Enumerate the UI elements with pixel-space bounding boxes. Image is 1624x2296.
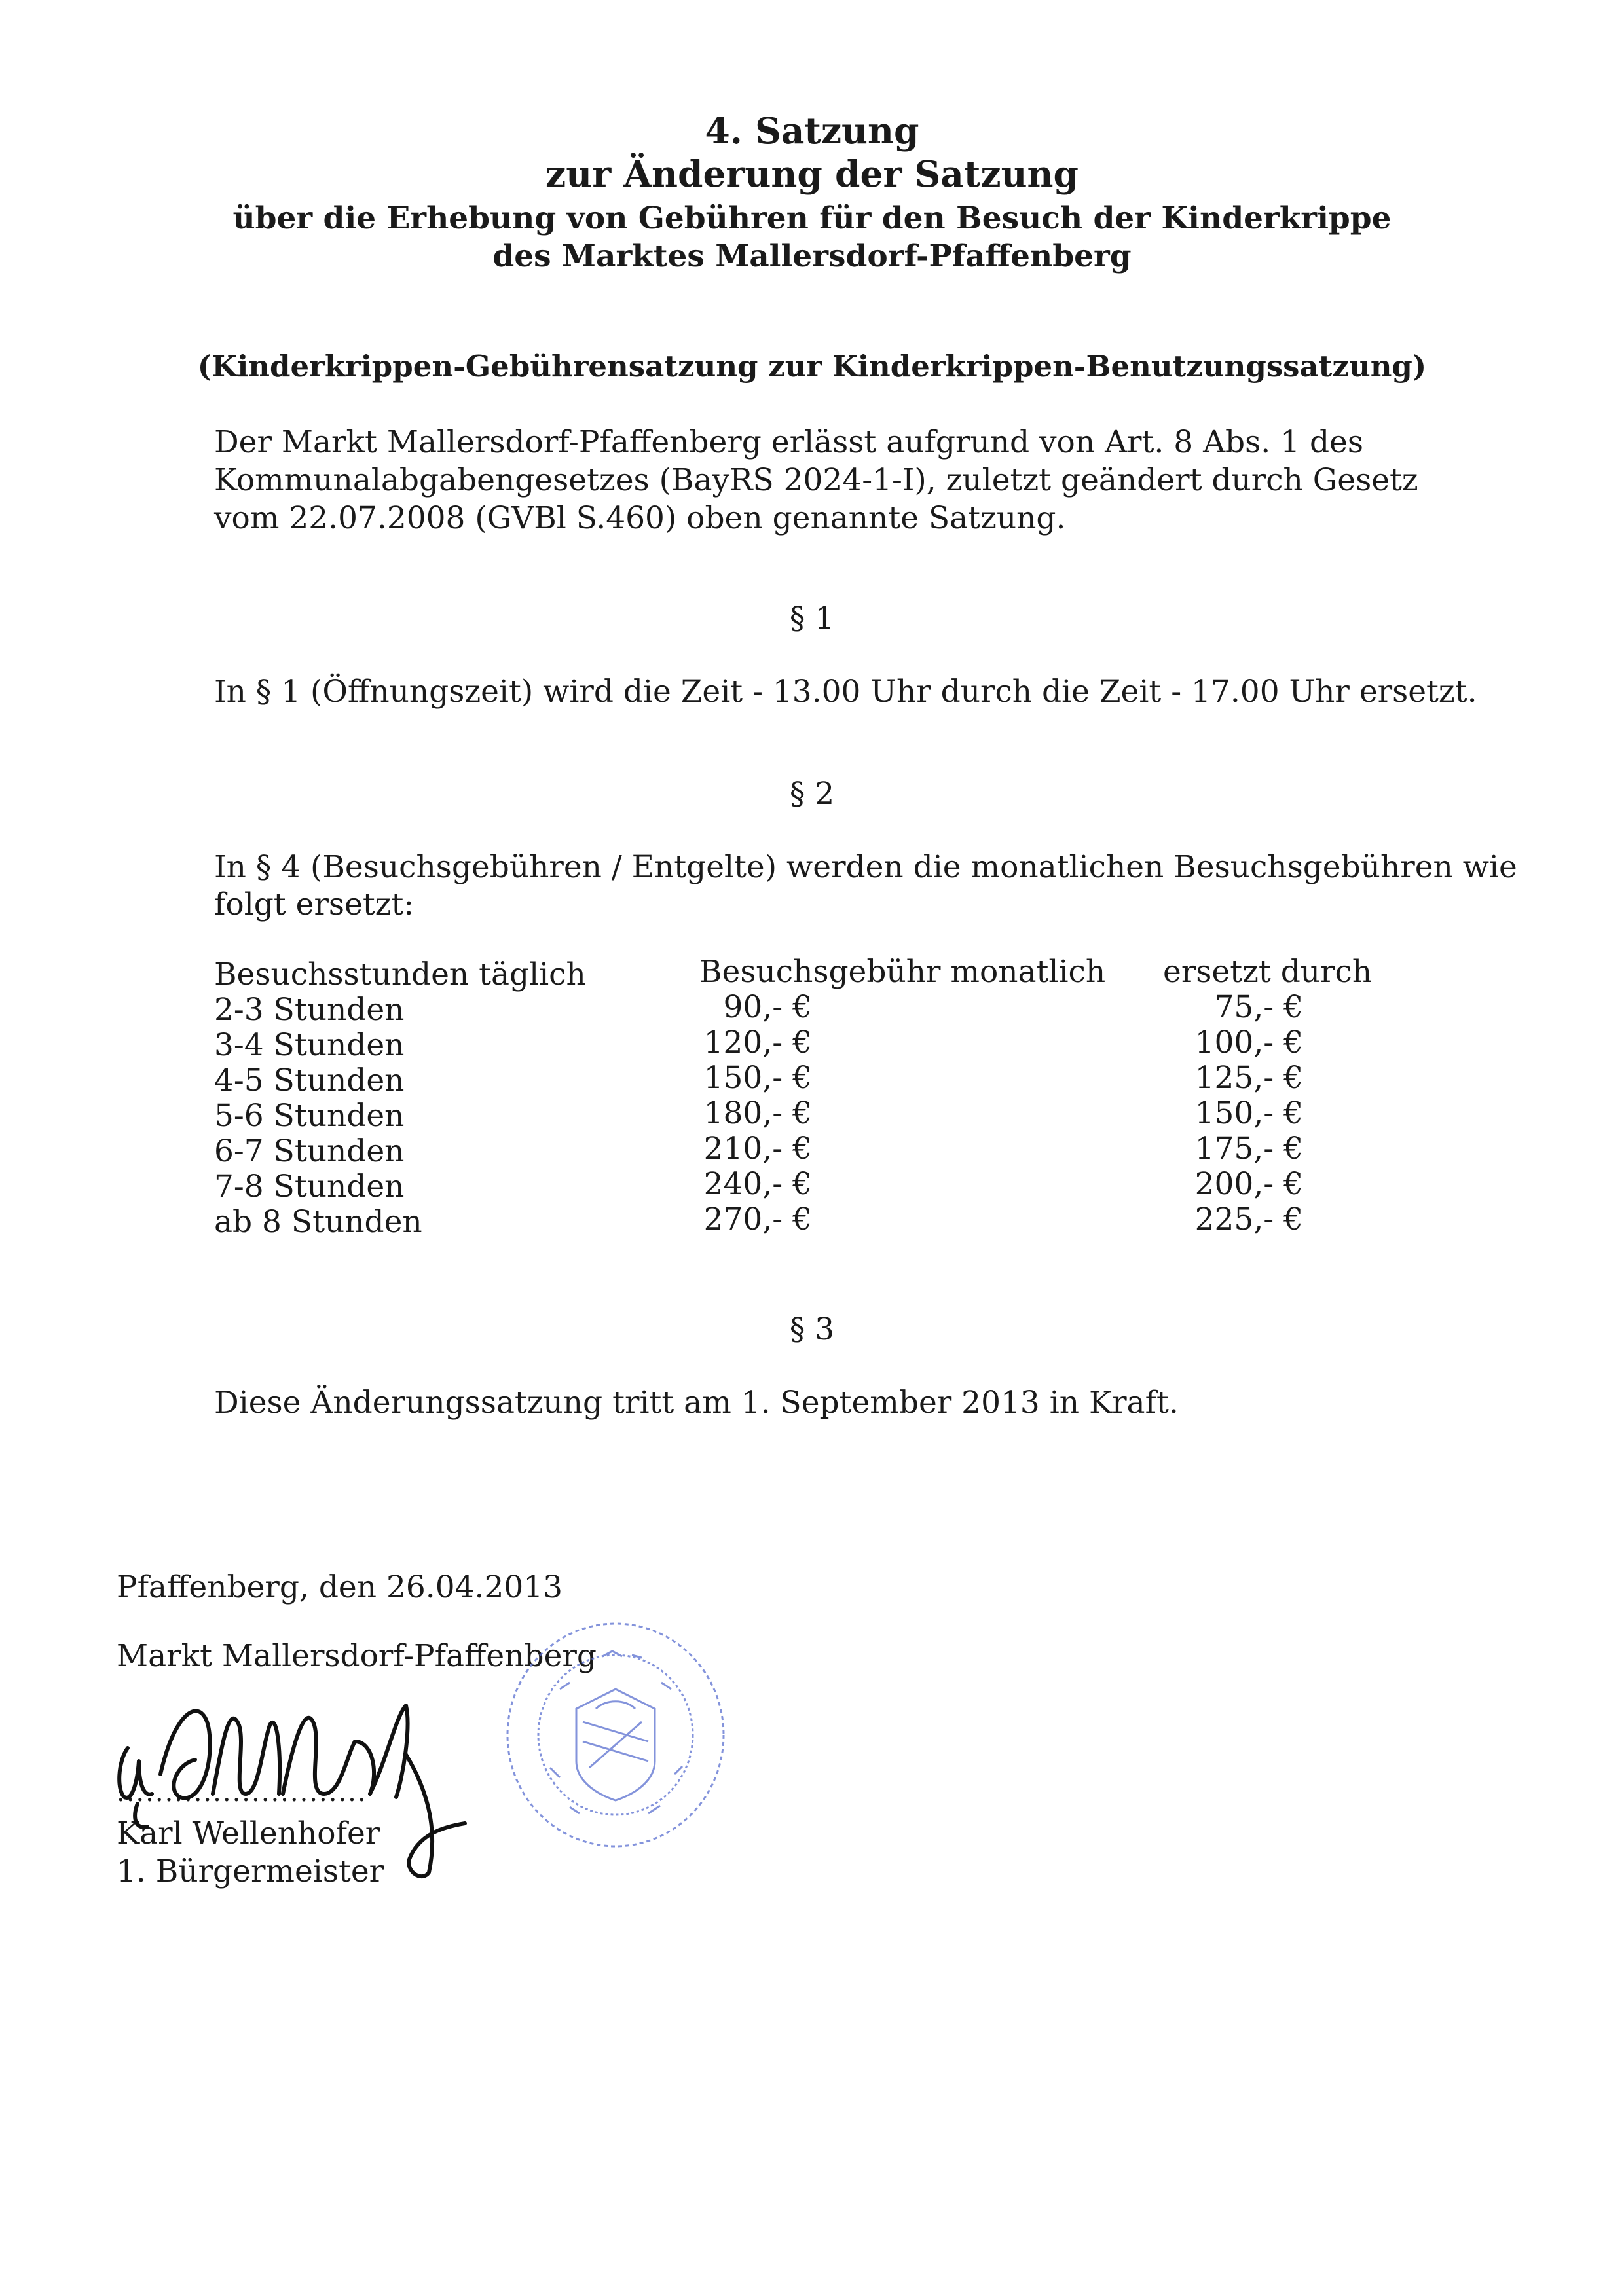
table-cell-old-fee: 90,- € (723, 989, 812, 1025)
handwritten-signature (98, 1663, 485, 1886)
document-title: 4. Satzung (705, 109, 919, 152)
section-1-text: In § 1 (Öffnungszeit) wird die Zeit - 13.00 Uhr durch die Zeit - 17.00 Uhr ersetzt. (214, 674, 1477, 710)
signatory-name: Karl Wellenhofer (117, 1815, 380, 1851)
document-title-line2: zur Änderung der Satzung (545, 153, 1079, 195)
table-cell-old-fee: 210,- € (703, 1131, 812, 1167)
section-heading-2: § 2 (789, 776, 835, 812)
place-date: Pfaffenberg, den 26.04.2013 (117, 1569, 563, 1605)
section-2-text: In § 4 (Besuchsgebühren / Entgelte) werden die monatlichen Besuchsgebühren wie (214, 849, 1517, 885)
signature-line: .......................... (117, 1777, 367, 1808)
table-cell-old-fee: 150,- € (703, 1060, 812, 1096)
table-cell-hours: 6-7 Stunden (214, 1133, 405, 1169)
authority-name: Markt Mallersdorf-Pfaffenberg (117, 1638, 597, 1674)
document-subtitle: (Kinderkrippen-Gebührensatzung zur Kinderkrippen-Benutzungssatzung) (197, 349, 1427, 384)
table-cell-new-fee: 175,- € (1194, 1131, 1303, 1167)
section-heading-3: § 3 (789, 1311, 835, 1347)
table-cell-old-fee: 240,- € (703, 1166, 812, 1202)
table-cell-old-fee: 180,- € (703, 1095, 812, 1131)
table-cell-new-fee: 150,- € (1194, 1095, 1303, 1131)
table-cell-hours: 2-3 Stunden (214, 992, 405, 1028)
table-cell-new-fee: 75,- € (1214, 989, 1303, 1025)
section-heading-1: § 1 (789, 600, 835, 636)
section-2-text: folgt ersetzt: (214, 886, 415, 922)
table-header-old-fee: Besuchsgebühr monatlich (699, 954, 1106, 990)
table-cell-hours: 4-5 Stunden (214, 1063, 405, 1099)
signatory-title: 1. Bürgermeister (117, 1853, 384, 1889)
table-cell-old-fee: 270,- € (703, 1201, 812, 1237)
document-title-line4: des Marktes Mallersdorf-Pfaffenberg (492, 238, 1132, 274)
table-cell-hours: 5-6 Stunden (214, 1098, 405, 1134)
preamble-line: vom 22.07.2008 (GVBl S.460) oben genannte Satzung. (214, 500, 1066, 536)
table-cell-hours: ab 8 Stunden (214, 1204, 422, 1240)
preamble-line: Der Markt Mallersdorf-Pfaffenberg erlässt aufgrund von Art. 8 Abs. 1 des (214, 424, 1363, 460)
section-3-text: Diese Änderungssatzung tritt am 1. September 2013 in Kraft. (214, 1385, 1179, 1421)
table-cell-hours: 7-8 Stunden (214, 1169, 405, 1205)
table-cell-new-fee: 100,- € (1194, 1025, 1303, 1061)
table-cell-new-fee: 200,- € (1194, 1166, 1303, 1202)
table-header-new-fee: ersetzt durch (1163, 954, 1373, 990)
table-cell-new-fee: 225,- € (1194, 1201, 1303, 1237)
preamble-line: Kommunalabgabengesetzes (BayRS 2024-1-I), zuletzt geändert durch Gesetz (214, 462, 1418, 498)
document-title-line3: über die Erhebung von Gebühren für den Besuch der Kinderkrippe (232, 200, 1392, 236)
table-cell-hours: 3-4 Stunden (214, 1027, 405, 1063)
table-cell-new-fee: 125,- € (1194, 1060, 1303, 1096)
official-seal-stamp (498, 1611, 733, 1853)
table-cell-old-fee: 120,- € (703, 1025, 812, 1061)
table-header-hours: Besuchsstunden täglich (214, 957, 586, 993)
